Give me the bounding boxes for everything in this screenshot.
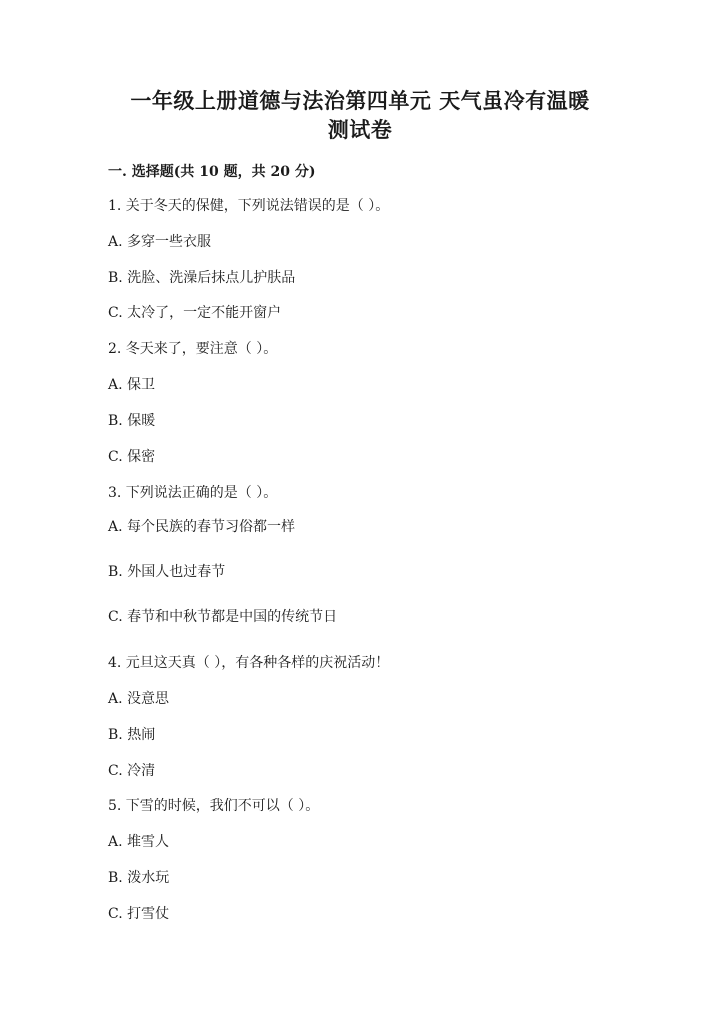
section-heading: 一. 选择题(共 10 题，共 20 分) xyxy=(108,164,316,180)
question-5-option-b: B. 泼水玩 xyxy=(108,870,170,886)
question-4-stem: 4. 元旦这天真（ ），有各种各样的庆祝活动！ xyxy=(108,655,390,671)
exam-title-line1: 一年级上册道德与法治第四单元 天气虽冷有温暖 xyxy=(130,88,590,113)
question-3-option-a: A. 每个民族的春节习俗都一样 xyxy=(108,519,296,535)
question-4-option-a: A. 没意思 xyxy=(108,691,170,707)
question-2-option-a: A. 保卫 xyxy=(108,377,156,393)
question-1-stem: 1. 关于冬天的保健，下列说法错误的是（ ）。 xyxy=(108,198,390,214)
question-2-option-c: C. 保密 xyxy=(108,449,156,465)
question-1-option-c: C. 太冷了，一定不能开窗户 xyxy=(108,305,282,321)
question-4-option-c: C. 冷清 xyxy=(108,763,156,779)
question-2-option-b: B. 保暖 xyxy=(108,413,156,429)
question-3-option-b: B. 外国人也过春节 xyxy=(108,564,226,580)
question-2-stem: 2. 冬天来了，要注意（ ）。 xyxy=(108,341,278,357)
question-3-stem: 3. 下列说法正确的是（ ）。 xyxy=(108,485,278,501)
exam-title-line2: 测试卷 xyxy=(327,117,393,142)
question-1-option-b: B. 洗脸、洗澡后抹点儿护肤品 xyxy=(108,270,296,286)
question-5-option-c: C. 打雪仗 xyxy=(108,906,170,922)
question-5-stem: 5. 下雪的时候，我们不可以（ ）。 xyxy=(108,798,320,814)
question-4-option-b: B. 热闹 xyxy=(108,727,156,743)
question-5-option-a: A. 堆雪人 xyxy=(108,834,170,850)
question-1-option-a: A. 多穿一些衣服 xyxy=(108,234,212,250)
question-3-option-c: C. 春节和中秋节都是中国的传统节日 xyxy=(108,609,338,625)
